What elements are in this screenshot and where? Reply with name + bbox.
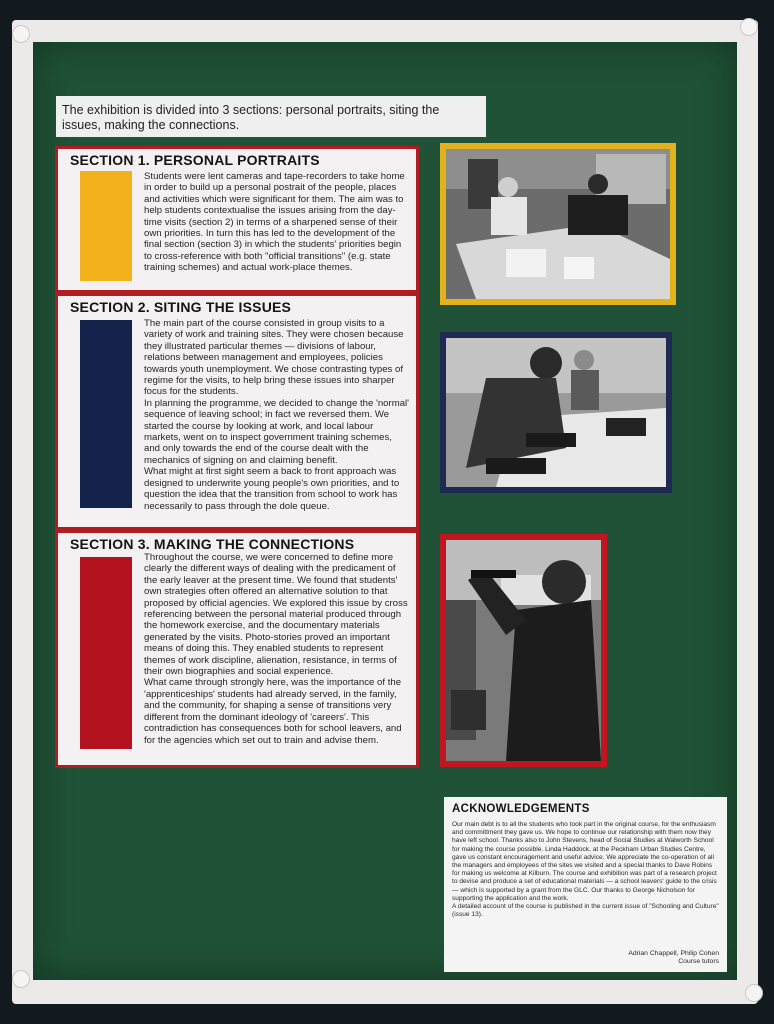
acknowledgements-title: ACKNOWLEDGEMENTS	[452, 803, 590, 815]
section-title: SECTION 2. SITING THE ISSUES	[70, 299, 292, 315]
section-body: The main part of the course consisted in group visits to a variety of work and training sites. They were chosen because they illustrated particular themes — divisions of labour, relations between management and employees, policies towards youth unemployment. We chose contrasting types of regime for the visits, to help bring these issues into sharper focus for the students. In planning the programme, we decided to change the 'normal' sequence of leaving school; in fact we reversed them. We started the course by looking at work, and local labour markets, went on to inspect government training schemes, and only towards the end of the course dealt with the mechanics of signing on and claiming benefit. What might at first sight seem a back to front approach was designed to underwrite young people's own priorities, and to question the idea that the transition from school to work has necessarily to pass through the dole queue.	[144, 318, 409, 512]
color-swatch-red	[80, 557, 132, 749]
section-title: SECTION 3. MAKING THE CONNECTIONS	[70, 536, 355, 552]
photo-student-examining-negative	[446, 540, 601, 761]
acknowledgements-body: Our main debt is to all the students who took part in the original course, for the enthusiasm and committment they gave us. We hope to continue our relationship with them now they have left school. Thanks also to John Stevens, head of Social Studies at Walworth School for making the course possible. Linda Haddock, at the Peckham Urban Studies Centre, gave us constant encouragement and useful advice. We appreciate the co-operation of all the managers and employees of the sites we visited and a special thanks to Dave Robins for making us welcome at Kilburn. The course and exhibition was part of a research project to devise and produce a set of educational materials — a school leavers' guide to the crisis — which is supported by a grant from the GLC. Our thanks to George Nicholson for supporting the application and the work. A detailed account of the course is published in the current issue of "Schooling and Culture" (issue 13).	[452, 821, 719, 919]
section-body: Students were lent cameras and tape-recorders to take home in order to build up a personal postrait of the people, places and activities which were significant for them. The aim was to help students contextualise the issues arising from the day-time visits (section 2) in terms of a sharpened sense of their own priorities. In turn this has led to the development of the final section (section 3) in which the students' priorities begin to cross-reference with both "official transitions" (e.g. state training schemes) and actual work-place themes.	[144, 171, 405, 274]
photo-frame-navy	[440, 332, 672, 493]
photo-students-with-contact-sheets	[446, 338, 666, 487]
intro-caption	[56, 96, 486, 137]
section-title: SECTION 1. PERSONAL PORTRAITS	[70, 152, 320, 168]
color-swatch-navy	[80, 320, 132, 508]
color-swatch-yellow	[80, 171, 132, 281]
section-making-the-connections	[55, 530, 419, 768]
photo-frame-yellow	[440, 143, 676, 305]
pin-bottom-left	[12, 970, 30, 988]
section-body: Throughout the course, we were concerned to define more clearly the different ways of dealing with the predicament of the early leaver at the present time. We found that students' own strategies often offered an alternative solution to that proposed by official agencies. We explored this issue by cross referencing between the personal material produced through the homework exercise, and the documentary materials generated by the visits. Photo-stories proved an important means of doing this. They enabled students to represent themes of work discipline, alienation, resistance, in terms of their own biographies and social experience. What came through strongly here, was the importance of the 'apprenticeships' students had already served, in the family, and the community, for shaping a sense of transitions very different from the dominant ideology of 'careers'. This contradiction has consequences both for school leavers, and for the agencies which set out to train and advise them.	[144, 552, 408, 746]
acknowledgements-panel	[444, 797, 727, 972]
intro-text: The exhibition is divided into 3 sections: personal portraits, siting the issues, making the connections.	[62, 103, 440, 132]
pin-top-right	[740, 18, 758, 36]
section-personal-portraits	[55, 146, 419, 293]
pin-top-left	[12, 25, 30, 43]
pin-bottom-right	[745, 984, 763, 1002]
section-siting-the-issues	[55, 293, 419, 530]
acknowledgements-signature: Adrian Chappell, Philip Cohen Course tutors	[628, 949, 719, 965]
photo-students-at-table	[446, 149, 670, 299]
photo-frame-red	[440, 534, 607, 767]
